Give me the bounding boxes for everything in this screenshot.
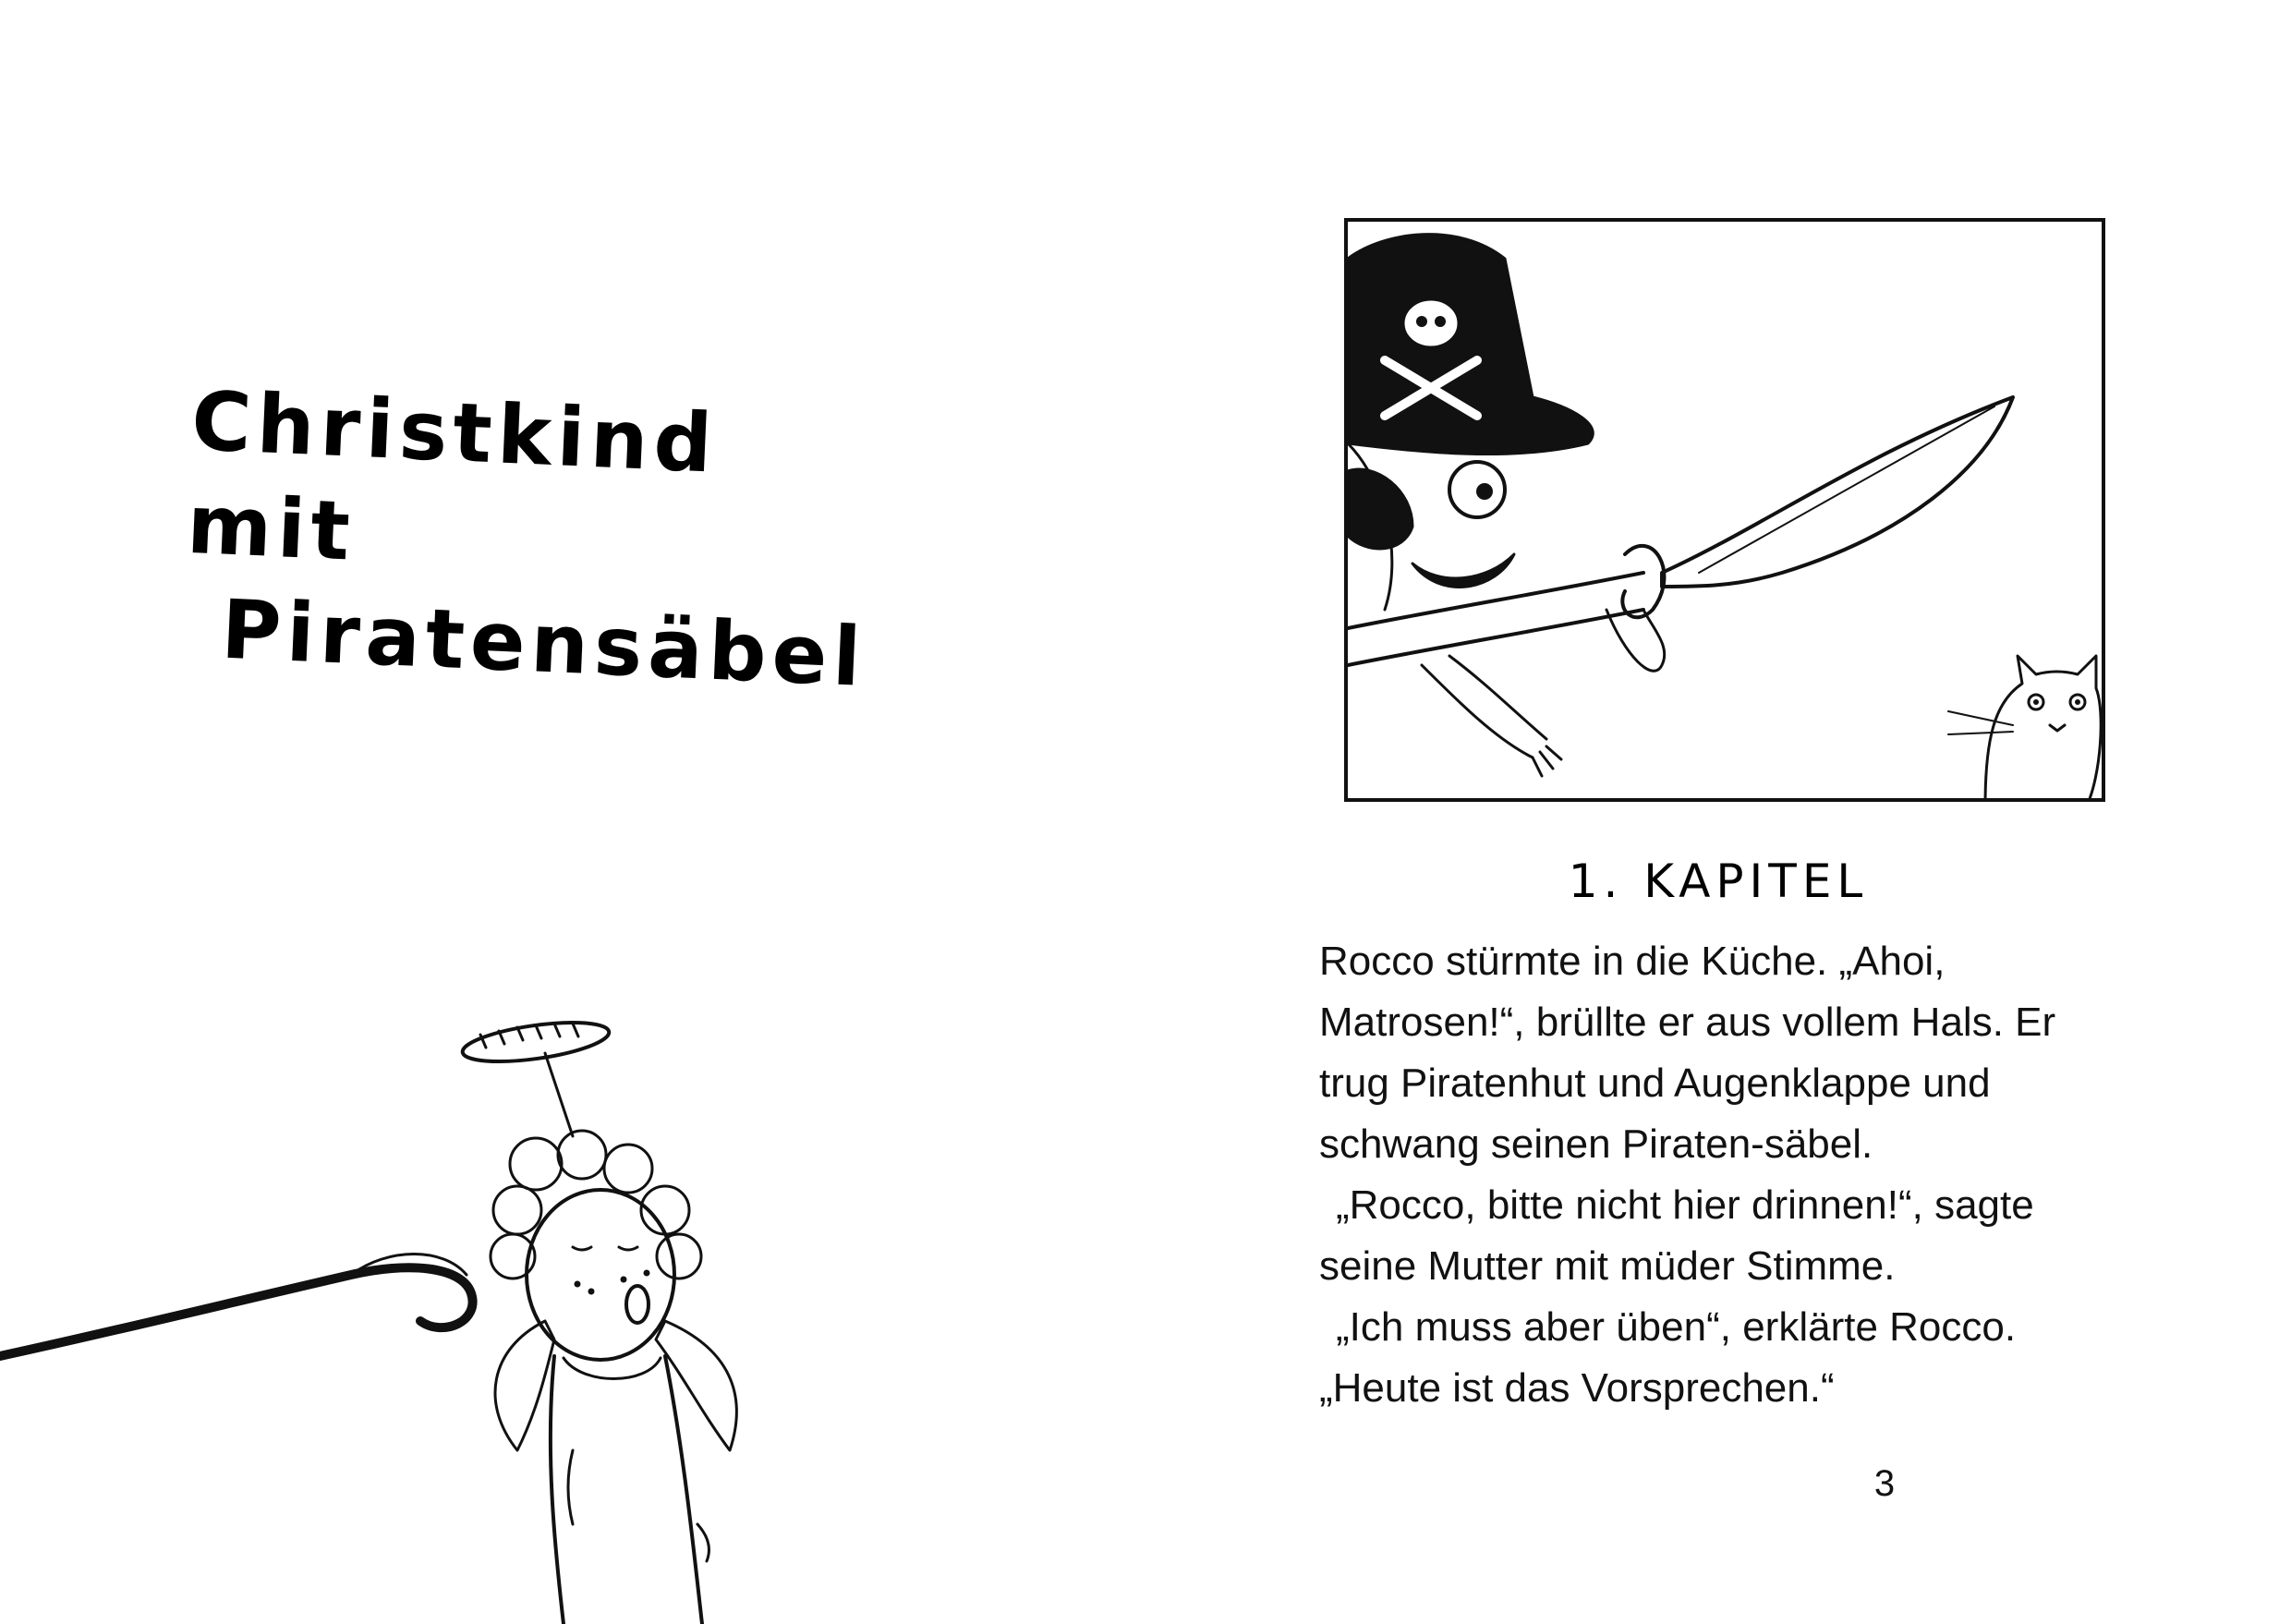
title-line-2: Piratensäbel — [219, 581, 868, 705]
right-page — [1146, 0, 2291, 1624]
title-line-1: Christkind mit — [185, 372, 720, 579]
paragraph-3: „Ich muss aber üben“, erklärte Rocco. „Heute ist das Vorsprechen.“ — [1319, 1304, 2017, 1411]
pirate-boy-with-saber-and-cat-icon — [1348, 222, 2105, 802]
angel-with-halo-and-staff-icon — [0, 970, 831, 1624]
chapter-heading: 1. KAPITEL — [1568, 854, 1869, 908]
chapter-title — [180, 370, 868, 706]
chapter-illustration-frame — [1344, 218, 2105, 802]
paragraph-1: Rocco stürmte in die Küche. „Ahoi, Matrosen!“, brüllte er aus vollem Hals. Er trug Piratenhut und Augenklappe und schwang seinen Piraten-säbel. — [1319, 939, 2056, 1167]
chapter-body-text — [1319, 931, 2109, 1419]
paragraph-2: „Rocco, bitte nicht hier drinnen!“, sagte seine Mutter mit müder Stimme. — [1319, 1182, 2034, 1289]
page-number: 3 — [1873, 1463, 1896, 1504]
